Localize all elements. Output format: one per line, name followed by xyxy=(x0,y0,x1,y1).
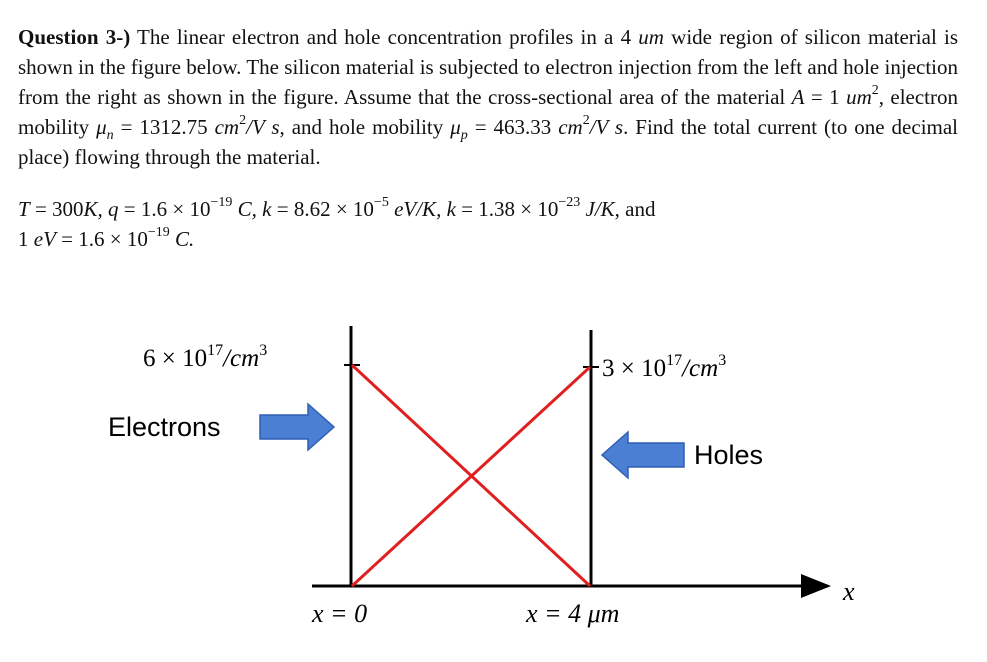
boltzmann-j-symbol: , k xyxy=(436,197,456,221)
boltzmann-ev-exp: −5 xyxy=(373,195,389,210)
charge-value: = 1.6 × 10 xyxy=(118,197,211,221)
area-symbol: A xyxy=(791,85,805,109)
area-value: = 1 xyxy=(804,85,847,109)
question-line1: The linear electron and hole concentration profiles in a 4 xyxy=(130,25,639,49)
left-conc-base: 6 × 10 xyxy=(143,345,208,372)
hole-mobility-unit-b: /V s xyxy=(589,115,624,139)
question-label: Question 3-) xyxy=(18,25,131,49)
area-unit: um xyxy=(846,85,872,109)
left-concentration-label xyxy=(143,342,267,372)
charge-symbol: , q xyxy=(97,197,119,221)
temp-symbol: T xyxy=(18,197,30,221)
electrons-label: Electrons xyxy=(108,412,221,442)
unit-um: um xyxy=(638,25,664,49)
electron-mobility-value: = 1312.75 xyxy=(113,115,215,139)
hole-injection-arrow-icon xyxy=(602,432,684,478)
ev-unit: eV xyxy=(33,227,56,251)
right-conc-base: 3 × 10 xyxy=(602,355,667,382)
question-line5: . Find the total current (to one decimal place) flowing through the material. xyxy=(18,115,959,169)
hole-mobility-unit: cm xyxy=(558,115,583,139)
x-axis-label: x xyxy=(843,577,855,606)
x4-label: x = 4 μm xyxy=(526,599,620,628)
temp-unit: K xyxy=(83,197,98,221)
mu-n-sub: n xyxy=(106,128,114,144)
boltzmann-j-exp: −23 xyxy=(558,195,581,210)
right-conc-unit: /cm xyxy=(682,355,719,382)
mu-n-symbol: μ xyxy=(96,115,107,139)
right-conc-unit-exp: 3 xyxy=(718,352,727,369)
electron-injection-arrow-icon xyxy=(260,404,334,450)
electron-mobility-unit: cm xyxy=(214,115,240,139)
hole-mobility-text: , and hole mobility xyxy=(279,115,444,139)
ev-exp: −19 xyxy=(147,225,170,240)
charge-unit: C xyxy=(232,197,252,221)
mu-p-symbol: μ xyxy=(450,115,461,139)
electron-mobility-unit-b: /V s xyxy=(246,115,280,139)
left-conc-exp: 17 xyxy=(207,342,224,359)
boltzmann-ev-symbol: , k xyxy=(251,197,272,221)
ev-one: 1 xyxy=(18,227,34,251)
hole-mobility-value: = 463.33 xyxy=(467,115,559,139)
question-line3: the left and hole injection from the right as shown in the figure. Assume that the cross-sectional xyxy=(18,55,959,109)
x0-label: x = 0 xyxy=(312,599,368,628)
temp-value: = 300 xyxy=(29,197,84,221)
right-conc-exp: 17 xyxy=(666,352,683,369)
ev-value: = 1.6 × 10 xyxy=(55,227,148,251)
question-line1-end: wide region of silicon xyxy=(663,25,861,49)
boltzmann-ev-unit: eV/K xyxy=(388,197,437,221)
and-text: , and xyxy=(614,197,656,221)
left-conc-unit: /cm xyxy=(223,345,260,372)
mu-p-sub: p xyxy=(460,128,468,144)
boltzmann-ev-value: = 8.62 × 10 xyxy=(271,197,374,221)
boltzmann-j-value: = 1.38 × 10 xyxy=(455,197,559,221)
hole-mobility-unit-exp: 2 xyxy=(582,113,590,128)
electron-mobility-text: , electron mobility xyxy=(18,85,959,139)
left-conc-unit-exp: 3 xyxy=(259,342,268,359)
electron-mobility-unit-exp: 2 xyxy=(239,113,247,128)
ev-coulomb-unit: C. xyxy=(169,227,195,251)
area-unit-exp: 2 xyxy=(871,83,879,98)
charge-exp: −19 xyxy=(210,195,233,210)
boltzmann-j-unit: J/K xyxy=(580,197,615,221)
question-line2: material is shown in the figure below. The silicon material is subjected to electron injection from xyxy=(18,25,959,79)
right-concentration-label xyxy=(602,352,726,382)
question-line4: area of the material xyxy=(619,85,792,109)
holes-label: Holes xyxy=(694,440,764,470)
